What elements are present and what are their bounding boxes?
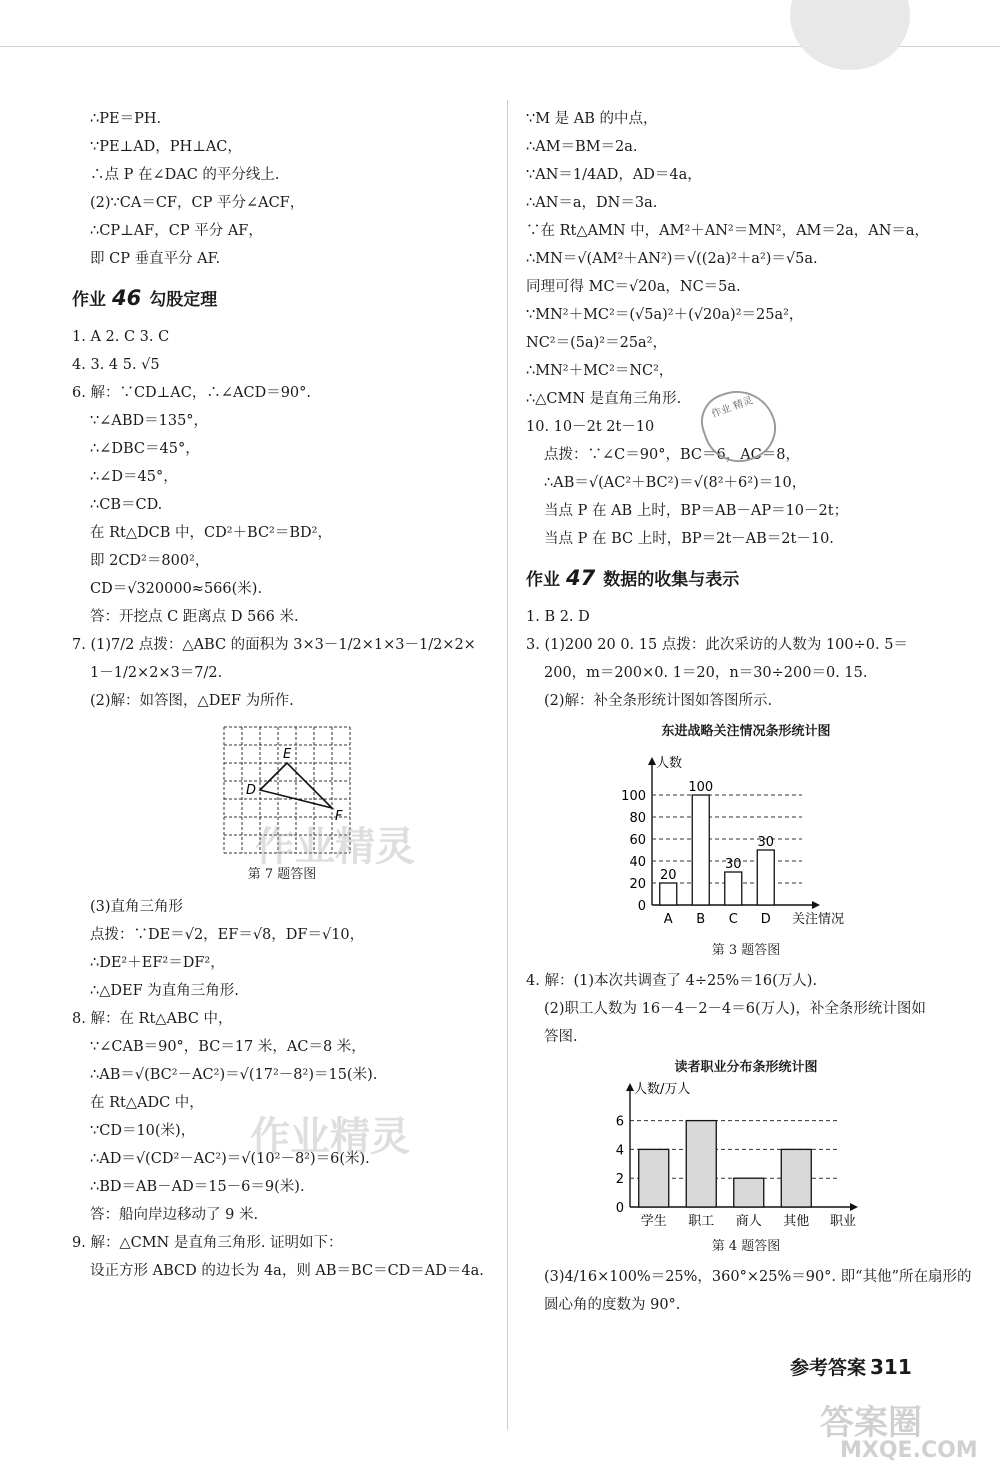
- bottom-watermark: 答案圈: [820, 1403, 922, 1443]
- figure-4: [526, 1055, 966, 1259]
- text-line: (2)职工人数为 16－4－2－4＝6(万人)，补全条形统计图如: [544, 1001, 926, 1017]
- right-after3-block: [526, 967, 966, 1051]
- y-axis-arrow: [648, 757, 656, 765]
- section-heading-46: [72, 273, 492, 323]
- text-line: 即 CP 垂直平分 AF.: [90, 251, 221, 267]
- y-tick-label: 0: [615, 1201, 624, 1216]
- text-line: 1. B 2. D: [526, 609, 590, 625]
- x-tick-label: 学生: [640, 1214, 667, 1229]
- label-d: D: [246, 783, 257, 798]
- x-tick-label: C: [728, 912, 738, 927]
- heading-title: 数据的收集与表示: [603, 570, 740, 590]
- column-divider: [507, 100, 508, 1430]
- text-line: ∵PE⊥AD，PH⊥AC，: [90, 139, 242, 155]
- text-line: 在 Rt△ADC 中，: [90, 1095, 204, 1111]
- watermark-text: 作业精灵: [250, 1114, 410, 1160]
- text-line: 答图.: [544, 1029, 578, 1045]
- x-axis-arrow: [812, 901, 820, 909]
- bar: [639, 1149, 669, 1207]
- watermark-text: 作业精灵: [255, 824, 415, 870]
- text-line: ∴MN＝√(AM²＋AN²)＝√((2a)²＋a²)＝√5a.: [526, 251, 818, 267]
- text-line: ∴点 P 在∠DAC 的平分线上.: [90, 167, 280, 183]
- bar-value-label: 30: [757, 835, 775, 850]
- text-line: 当点 P 在 AB 上时，BP＝AB－AP＝10－2t；: [544, 503, 849, 519]
- footer-label: 参考答案: [790, 1357, 867, 1379]
- text-line: 10. 10－2t 2t－10: [526, 419, 655, 435]
- corner-decoration: [790, 0, 910, 70]
- text-line: CD＝√320000≈566(米).: [90, 581, 263, 597]
- y-tick-label: 6: [615, 1114, 624, 1130]
- text-line: ∴DE²＋EF²＝DF²，: [90, 955, 225, 971]
- text-line: (2)∵CA＝CF，CP 平分∠ACF，: [90, 195, 305, 211]
- text-line: ∴△CMN 是直角三角形.: [526, 391, 682, 407]
- text-line: ∵AN＝1/4AD，AD＝4a，: [526, 167, 702, 183]
- figure-caption: 第 3 题答图: [711, 943, 781, 958]
- y-tick-label: 20: [629, 877, 646, 892]
- x-tick-label: 职工: [688, 1214, 715, 1229]
- text-line: ∴△DEF 为直角三角形.: [90, 983, 239, 999]
- text-line: ∴PE＝PH.: [90, 111, 162, 127]
- bar: [692, 795, 709, 905]
- label-f: F: [335, 809, 343, 824]
- bar: [660, 883, 677, 905]
- text-line: 6. 解：∵CD⊥AC，∴∠ACD＝90°.: [72, 385, 312, 401]
- heading-prefix: 作业: [72, 290, 106, 310]
- x-tick-label: 商人: [735, 1214, 762, 1229]
- y-tick-label: 60: [629, 833, 646, 848]
- text-line: 4. 解：(1)本次共调查了 4÷25%＝16(万人).: [526, 973, 818, 989]
- text-line: 4. 3. 4 5. √5: [72, 357, 160, 373]
- y-tick-label: 4: [615, 1143, 624, 1159]
- watermark: [250, 1105, 410, 1162]
- x-tick-label: D: [760, 912, 771, 927]
- left-top-block: [72, 105, 492, 273]
- y-axis-label: 人数/万人: [634, 1082, 691, 1097]
- text-line: (2)解：补全条形统计图如答图所示.: [544, 693, 773, 709]
- text-line: 答：船向岸边移动了 9 米.: [90, 1207, 259, 1223]
- y-tick-label: 2: [615, 1172, 624, 1188]
- right-top-block: [526, 105, 966, 553]
- text-line: ∴AB＝√(AC²＋BC²)＝√(8²＋6²)＝10，: [544, 475, 807, 491]
- text-line: 当点 P 在 BC 上时，BP＝2t－AB＝2t－10.: [544, 531, 834, 547]
- text-line: 7. (1)7/2 点拨：△ABC 的面积为 3×3－1/2×1×3－1/2×2×: [72, 637, 476, 653]
- text-line: ∴BD＝AB－AD＝15－6＝9(米).: [90, 1179, 305, 1195]
- stamp-text: 作业 精灵: [710, 395, 755, 421]
- x-axis-arrow: [850, 1203, 858, 1211]
- text-line: ∴CB＝CD.: [90, 497, 163, 513]
- bar: [757, 850, 774, 905]
- text-line: ∵∠ABD＝135°，: [90, 413, 209, 429]
- label-e: E: [283, 747, 292, 762]
- chart-title: 东进战略关注情况条形统计图: [661, 724, 831, 739]
- figure-caption: 第 7 题答图: [247, 867, 317, 882]
- y-axis-arrow: [626, 1083, 634, 1091]
- text-line: ∴CP⊥AF，CP 平分 AF，: [90, 223, 263, 239]
- x-tick-label: B: [696, 912, 706, 927]
- x-axis-label: 职业: [830, 1214, 857, 1229]
- y-tick-label: 80: [629, 811, 646, 826]
- chart-title: 读者职业分布条形统计图: [674, 1060, 818, 1075]
- x-tick-label: A: [663, 912, 673, 927]
- x-tick-label: 其他: [783, 1214, 810, 1229]
- text-line: 1. A 2. C 3. C: [72, 329, 170, 345]
- left-bottom-block: [72, 893, 492, 1285]
- bar: [725, 872, 742, 905]
- bar-value-label: 30: [724, 857, 742, 872]
- x-axis-label: 关注情况: [792, 912, 845, 927]
- text-line: 点拨：∵DE＝√2，EF＝√8，DF＝√10，: [90, 927, 365, 943]
- text-line: ∵MN²＋MC²＝(√5a)²＋(√20a)²＝25a²，: [526, 307, 804, 323]
- bar-value-label: 20: [659, 868, 677, 883]
- figure-caption: 第 4 题答图: [711, 1239, 781, 1254]
- text-line: 8. 解：在 Rt△ABC 中，: [72, 1011, 233, 1027]
- y-axis-label: 人数: [656, 756, 683, 771]
- page-number: 311: [870, 1355, 912, 1379]
- page-footer: [790, 1352, 912, 1382]
- figure-3: [526, 719, 966, 963]
- text-line: ∵M 是 AB 的中点，: [526, 111, 658, 127]
- bar: [781, 1149, 811, 1207]
- text-line: NC²＝(5a)²＝25a²，: [526, 335, 667, 351]
- heading-prefix: 作业: [526, 570, 560, 590]
- y-tick-label: 40: [629, 855, 646, 870]
- bar-chart-2: [526, 1081, 966, 1231]
- right-column: [526, 105, 972, 1319]
- text-line: 1－1/2×2×3＝7/2.: [90, 665, 223, 681]
- bar-value-label: 100: [688, 780, 714, 795]
- text-line: 答：开挖点 C 距离点 D 566 米.: [90, 609, 299, 625]
- text-line: 圆心角的度数为 90°.: [544, 1297, 681, 1313]
- text-line: ∴∠D＝45°，: [90, 469, 178, 485]
- text-line: (3)4/16×100%＝25%，360°×25%＝90°. 即“其他”所在扇形的: [544, 1269, 972, 1285]
- text-line: 设正方形 ABCD 的边长为 4a，则 AB＝BC＝CD＝AD＝4a.: [90, 1263, 484, 1279]
- heading-title: 勾股定理: [149, 290, 218, 310]
- bar: [686, 1121, 716, 1207]
- y-tick-label: 0: [637, 899, 646, 914]
- bar: [734, 1178, 764, 1207]
- text-line: 9. 解：△CMN 是直角三角形. 证明如下：: [72, 1235, 343, 1251]
- text-line: ∵∠CAB＝90°，BC＝17 米，AC＝8 米，: [90, 1039, 366, 1055]
- text-line: ∴AN＝a，DN＝3a.: [526, 195, 658, 211]
- text-line: ∴AB＝√(BC²－AC²)＝√(17²－8²)＝15(米).: [90, 1067, 378, 1083]
- heading-number: 46: [112, 286, 142, 310]
- left-mid-block: [72, 323, 492, 715]
- right-end-block: [526, 1263, 972, 1319]
- text-line: 同理可得 MC＝√20a，NC＝5a.: [526, 279, 741, 295]
- text-line: 点拨：∵∠C＝90°，BC＝6，AC＝8，: [544, 447, 800, 463]
- bottom-url-watermark: MXQE.COM: [840, 1438, 978, 1463]
- y-tick-label: 100: [621, 789, 646, 804]
- text-line: 200，m＝200×0. 1＝20，n＝30÷200＝0. 15.: [544, 665, 868, 681]
- text-line: 3. (1)200 20 0. 15 点拨：此次采访的人数为 100÷0. 5＝: [526, 637, 908, 653]
- text-line: 即 2CD²＝800²，: [90, 553, 210, 569]
- text-line: ∴MN²＋MC²＝NC²，: [526, 363, 674, 379]
- text-line: ∵在 Rt△AMN 中，AM²＋AN²＝MN²，AM＝2a，AN＝a，: [526, 223, 930, 239]
- text-line: ∵CD＝10(米)，: [90, 1123, 196, 1139]
- heading-number: 47: [566, 566, 596, 590]
- section-heading-47: [526, 553, 966, 603]
- right-mid-block: [526, 603, 966, 715]
- text-line: ∴AM＝BM＝2a.: [526, 139, 638, 155]
- text-line: (2)解：如答图，△DEF 为所作.: [90, 693, 294, 709]
- bar-chart-1: [526, 745, 966, 935]
- text-line: ∴∠DBC＝45°，: [90, 441, 200, 457]
- text-line: ∴AD＝√(CD²－AC²)＝√(10²－8²)＝6(米).: [90, 1151, 370, 1167]
- text-line: (3)直角三角形: [90, 899, 184, 915]
- text-line: 在 Rt△DCB 中，CD²＋BC²＝BD²，: [90, 525, 332, 541]
- watermark: [255, 815, 415, 872]
